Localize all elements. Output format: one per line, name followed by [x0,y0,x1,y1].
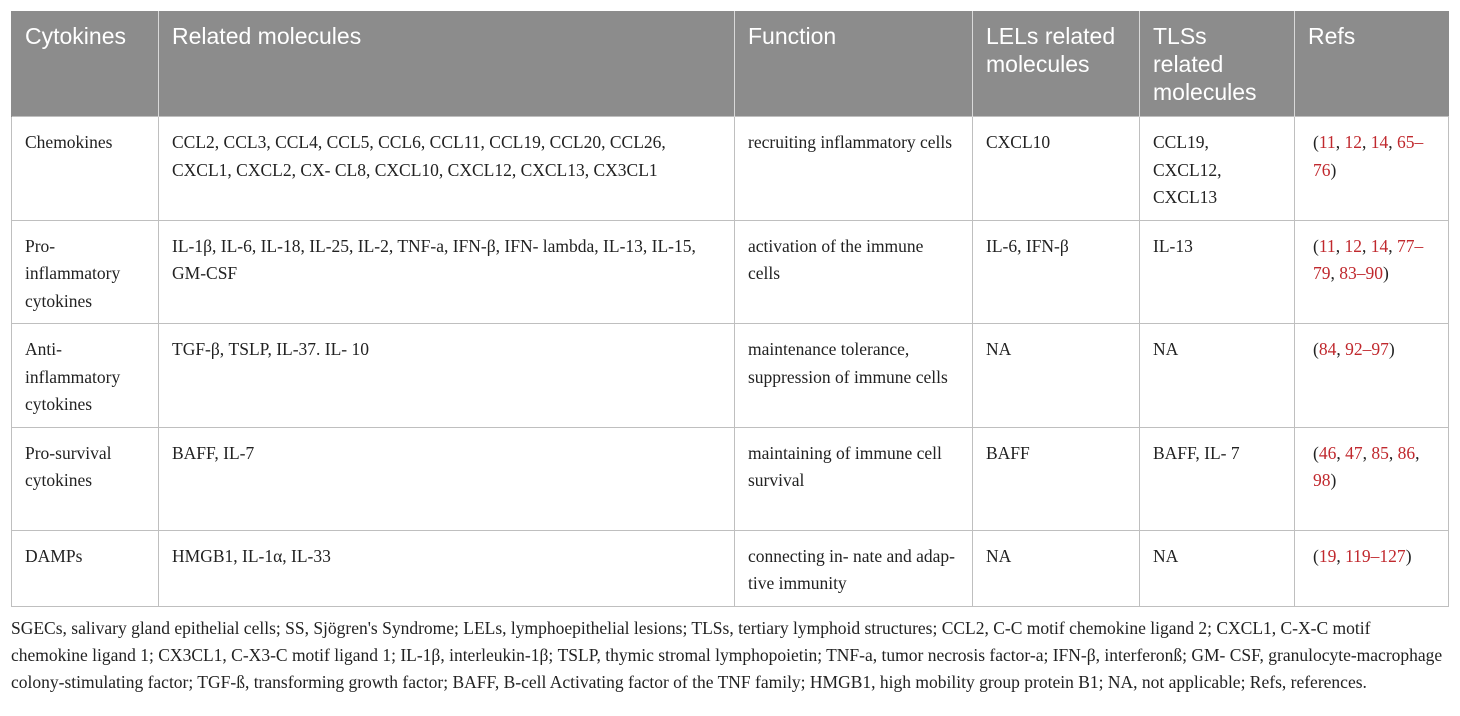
cell-lels: BAFF [973,427,1140,530]
reference-link[interactable]: 12 [1344,235,1362,256]
table-row [12,324,1449,428]
table-row [12,220,1449,324]
cell-lels: CXCL10 [973,117,1140,221]
header-row [12,11,1449,117]
cell-cytokines: Chemokines [12,117,159,221]
cell-refs: (46, 47, 85, 86, 98) [1295,427,1449,530]
reference-link[interactable]: 47 [1345,442,1363,463]
cell-tlss: IL-13 [1140,220,1295,324]
cytokines-table [11,11,1449,607]
reference-link[interactable]: 119–127 [1345,545,1406,566]
table-container [11,11,1448,696]
header-cytokines: Cytokines [12,11,159,117]
cell-function: recruiting inflammatory cells [735,117,973,221]
cell-cytokines: Pro-survival cytokines [12,427,159,530]
cell-related-molecules: HMGB1, IL-1α, IL-33 [159,530,735,606]
cell-cytokines: Pro-inflammatory cytokines [12,220,159,324]
cell-function: activation of the immune cells [735,220,973,324]
reference-link[interactable]: 65–76 [1313,132,1424,180]
cell-function: maintaining of immune cell survival [735,427,973,530]
table-row [12,427,1449,530]
reference-link[interactable]: 11 [1318,132,1336,152]
header-lels: LELs related molecules [973,11,1140,117]
reference-link[interactable]: 85 [1371,442,1389,463]
cell-refs: (11, 12, 14, 77–79, 83–90) [1295,220,1449,324]
reference-link[interactable]: 46 [1318,442,1337,463]
cell-function: maintenance tolerance, suppression of immune cells [735,324,973,428]
cell-tlss: NA [1140,530,1295,606]
cell-refs: (84, 92–97) [1295,324,1449,428]
reference-link[interactable]: 84 [1318,339,1337,359]
header-function: Function [735,11,973,117]
reference-link[interactable]: 12 [1344,132,1362,152]
cell-refs: (19, 119–127) [1295,530,1449,606]
cell-tlss: CCL19, CXCL12, CXCL13 [1140,117,1295,221]
cell-related-molecules: CCL2, CCL3, CCL4, CCL5, CCL6, CCL11, CCL19, CCL20, CCL26, CXCL1, CXCL2, CX- CL8, CXCL10, CXCL12, CXCL13, CX3CL1 [159,117,735,221]
reference-link[interactable]: 14 [1370,132,1389,152]
cell-related-molecules: IL-1β, IL-6, IL-18, IL-25, IL-2, TNF-a, IFN-β, IFN- lambda, IL-13, IL-15, GM-CSF [159,220,735,324]
reference-link[interactable]: 92–97 [1345,339,1389,359]
reference-link[interactable]: 77–79 [1313,235,1424,283]
table-row [12,530,1449,606]
header-tlss: TLSs related molecules [1140,11,1295,117]
table-footnote: SGECs, salivary gland epithelial cells; SS, Sjögren's Syndrome; LELs, lymphoepithelial lesions; TLSs, tertiary lymphoid structures; CCL2, C-C motif chemokine ligand 2; CXCL1, C-X-C motif chemokine ligand 1; CX3CL1, C-X3-C motif ligand 1; IL-1β, interleukin-1β; TSLP, thymic stromal lymphopoietin; TNF-a, tumor necrosis factor-a; IFN-β, interferonß; GM- CSF, granulocyte-macrophage colony-stimulating factor; TGF-ß, transforming growth factor; BAFF, B-cell Activating factor of the TNF family; HMGB1, high mobility group protein B1; NA, not applicable; Refs, references. [11,617,1443,692]
cell-related-molecules: BAFF, IL-7 [159,427,735,530]
cell-lels: NA [973,324,1140,428]
cell-related-molecules: TGF-β, TSLP, IL-37. IL- 10 [159,324,735,428]
cell-cytokines: DAMPs [12,530,159,606]
table-row [12,117,1449,221]
cell-tlss: NA [1140,324,1295,428]
header-refs: Refs [1295,11,1449,117]
reference-link[interactable]: 98 [1313,470,1331,490]
reference-link[interactable]: 86 [1397,442,1416,463]
cell-cytokines: Anti-inflammatory cytokines [12,324,159,428]
reference-link[interactable]: 19 [1318,545,1337,566]
reference-link[interactable]: 83–90 [1339,263,1383,283]
reference-link[interactable]: 11 [1318,235,1336,256]
cell-lels: IL-6, IFN-β [973,220,1140,324]
reference-link[interactable]: 14 [1370,235,1389,256]
cell-refs: (11, 12, 14, 65–76) [1295,117,1449,221]
cell-tlss: BAFF, IL- 7 [1140,427,1295,530]
cell-function: connecting in- nate and adap- tive immunity [735,530,973,606]
header-related-molecules: Related molecules [159,11,735,117]
cell-lels: NA [973,530,1140,606]
